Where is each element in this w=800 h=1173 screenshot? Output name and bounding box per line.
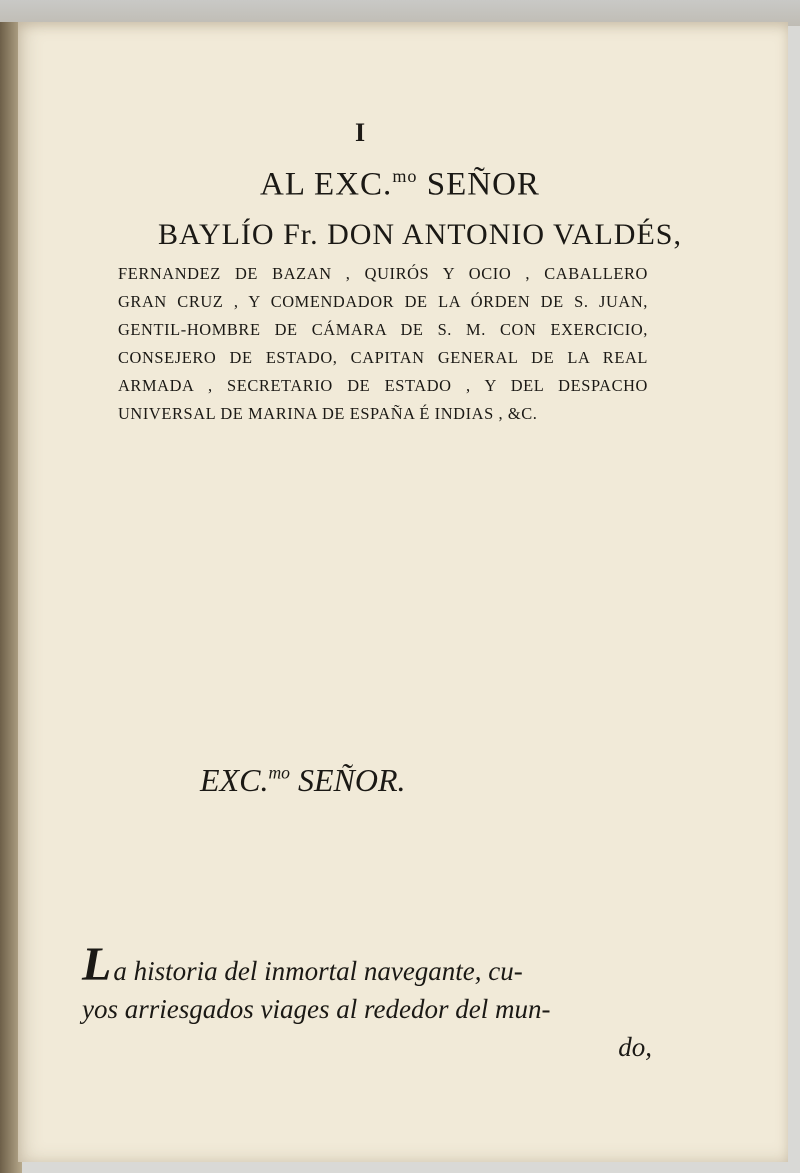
salutation-superscript: mo	[268, 762, 290, 783]
page-number: I	[355, 118, 366, 147]
heading-dedication-superscript: mo	[392, 166, 418, 186]
body-line-text: a historia del inmortal navegante, cu-	[113, 956, 523, 986]
heading-dedication-rest: SEÑOR	[417, 166, 540, 203]
body-line	[82, 938, 652, 991]
drop-cap: L	[82, 938, 112, 991]
body-line: do,	[618, 1032, 652, 1062]
body-paragraph	[82, 938, 652, 1066]
title-line: GRAN CRUZ , Y COMENDADOR DE LA ÓRDEN DE S. JUAN,	[118, 292, 648, 311]
salutation-rest: SEÑOR.	[289, 762, 406, 798]
title-line: ARMADA , SECRETARIO DE ESTADO , Y DEL DESPACHO	[118, 376, 648, 395]
title-line: FERNANDEZ DE BAZAN , QUIRÓS Y OCIO , CABALLERO	[118, 264, 648, 283]
salutation	[200, 762, 406, 799]
title-line: UNIVERSAL DE MARINA DE ESPAÑA É INDIAS , &C.	[118, 404, 538, 423]
body-line: yos arriesgados viages al rededor del mun-	[82, 994, 551, 1024]
titles-block	[118, 260, 648, 428]
salutation-text: EXC.	[200, 762, 269, 798]
title-line: GENTIL-HOMBRE DE CÁMARA DE S. M. CON EXERCICIO,	[118, 320, 648, 339]
title-line: CONSEJERO DE ESTADO, CAPITAN GENERAL DE LA REAL	[118, 348, 648, 367]
heading-dedication	[0, 166, 800, 204]
heading-dedication-text: AL EXC.	[260, 166, 393, 203]
heading-name: BAYLÍO Fr. DON ANTONIO VALDÉS,	[158, 218, 682, 251]
